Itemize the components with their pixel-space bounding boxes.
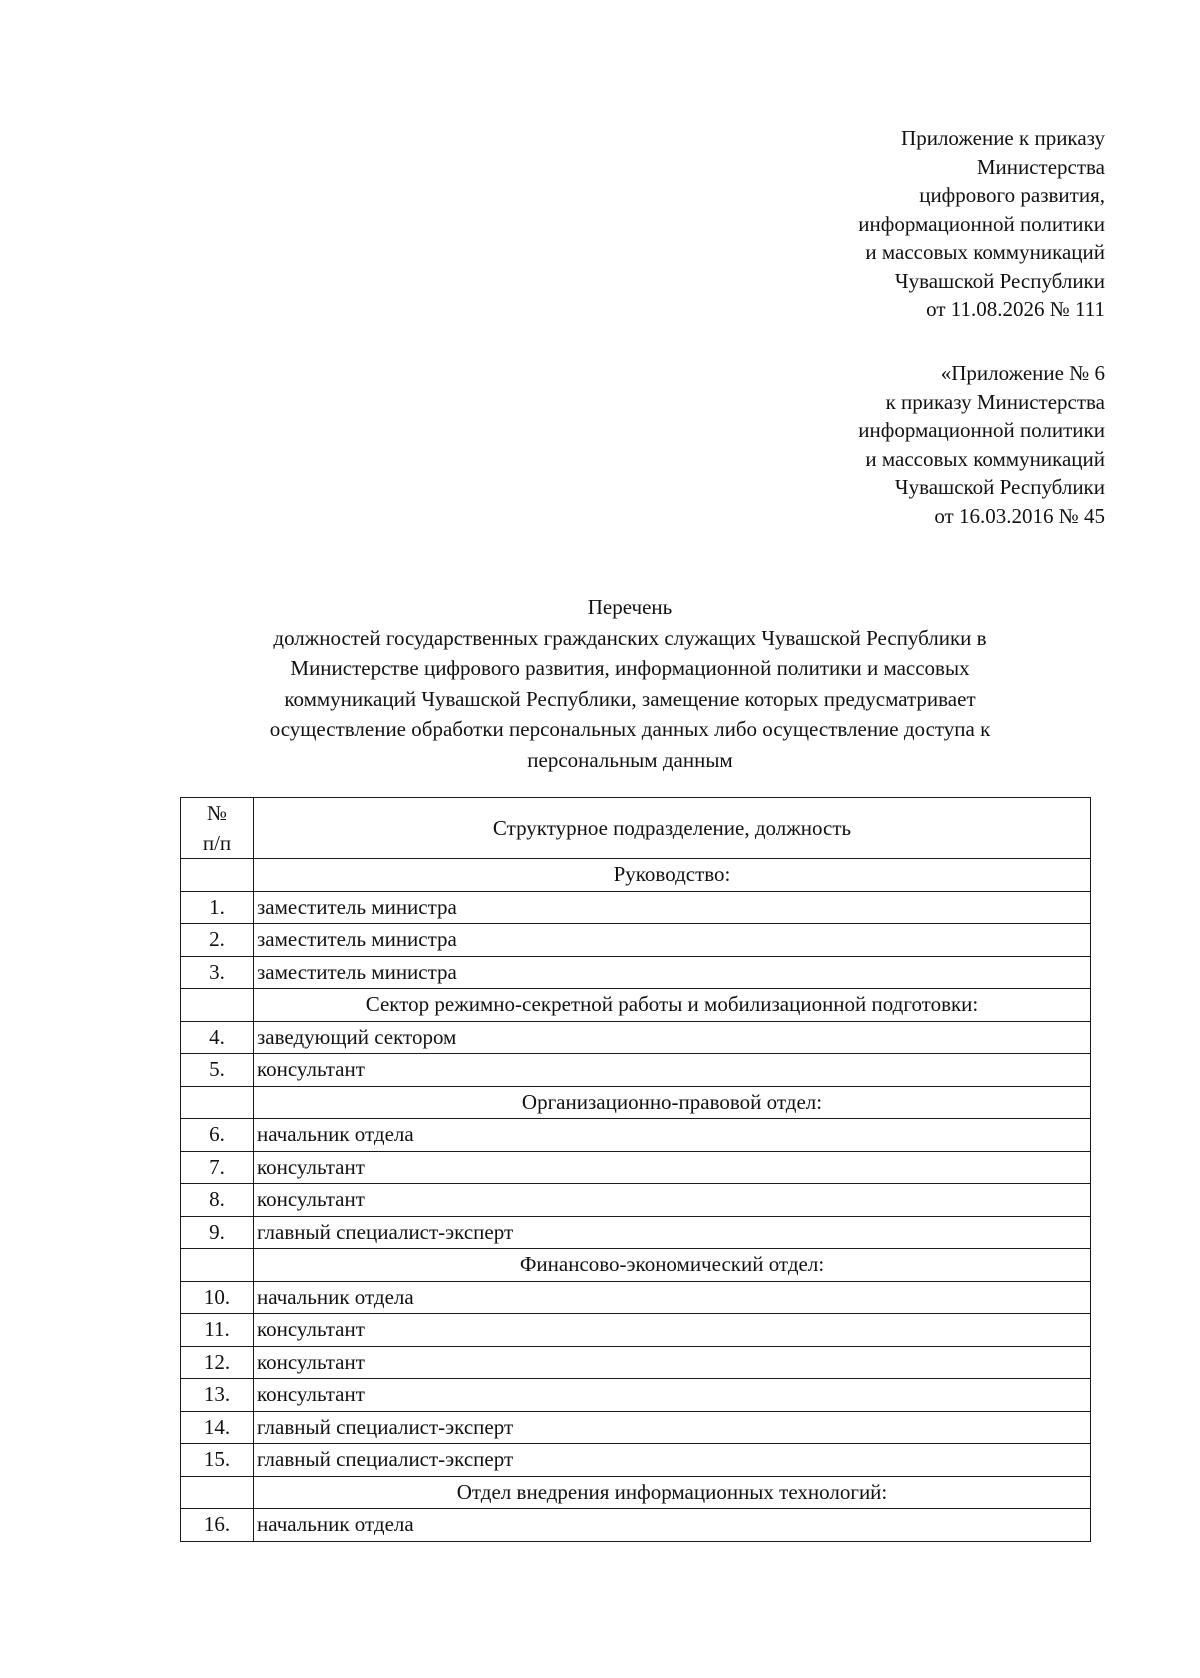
table-row <box>181 1444 1091 1477</box>
position-name: консультант <box>254 1184 1091 1217</box>
row-number <box>181 1249 254 1282</box>
position-column-header: Структурное подразделение, должность <box>254 798 1091 859</box>
table-row <box>181 924 1091 957</box>
row-number: 7. <box>181 1151 254 1184</box>
position-name: консультант <box>254 1346 1091 1379</box>
position-name: заведующий сектором <box>254 1021 1091 1054</box>
table-row <box>181 1509 1091 1542</box>
row-number: 15. <box>181 1444 254 1477</box>
section-row <box>181 1086 1091 1119</box>
position-name: начальник отдела <box>254 1281 1091 1314</box>
title-line: Министерстве цифрового развития, информационной политики и массовых <box>290 656 970 680</box>
number-header-line: п/п <box>202 831 232 855</box>
original-appendix-line: к приказу Министерства <box>885 389 1105 414</box>
row-number: 8. <box>181 1184 254 1217</box>
row-number: 2. <box>181 924 254 957</box>
row-number: 1. <box>181 891 254 924</box>
position-name: начальник отдела <box>254 1119 1091 1152</box>
original-appendix-line: «Приложение № 6 <box>940 361 1105 385</box>
row-number: 9. <box>181 1216 254 1249</box>
row-number <box>181 989 254 1022</box>
appendix-line: цифрового развития, <box>919 183 1105 207</box>
row-number: 12. <box>181 1346 254 1379</box>
section-row <box>181 989 1091 1022</box>
row-number: 16. <box>181 1509 254 1542</box>
table-row <box>181 1216 1091 1249</box>
title-line: осуществление обработки персональных данных либо осуществление доступа к <box>269 717 991 741</box>
row-number: 3. <box>181 956 254 989</box>
section-row <box>181 859 1091 892</box>
positions-table <box>180 797 1091 1542</box>
appendix-date-number: от 11.08.2026 № 111 <box>926 297 1105 321</box>
original-appendix-date-number: от 16.03.2016 № 45 <box>934 503 1105 528</box>
position-name: консультант <box>254 1379 1091 1412</box>
position-name: заместитель министра <box>254 956 1091 989</box>
position-name: главный специалист-эксперт <box>254 1444 1091 1477</box>
title-line: коммуникаций Чувашской Республики, замещение которых предусматривает <box>284 686 976 711</box>
number-column-header <box>181 798 254 859</box>
row-number: 4. <box>181 1021 254 1054</box>
number-header-line: № <box>206 801 228 825</box>
table-row <box>181 1379 1091 1412</box>
appendix-line: и массовых коммуникаций <box>865 240 1105 264</box>
table-body <box>181 859 1091 1542</box>
appendix-line: Министерства <box>976 154 1105 179</box>
position-name: консультант <box>254 1054 1091 1087</box>
row-number: 11. <box>181 1314 254 1347</box>
row-number: 14. <box>181 1411 254 1444</box>
row-number <box>181 859 254 892</box>
row-number <box>181 1086 254 1119</box>
table-row <box>181 1151 1091 1184</box>
document-title <box>170 592 1090 775</box>
table-row <box>181 1314 1091 1347</box>
section-title: Финансово-экономический отдел: <box>254 1249 1091 1282</box>
table-row <box>181 1054 1091 1087</box>
table-header-row <box>181 798 1091 859</box>
position-name: заместитель министра <box>254 924 1091 957</box>
title-heading: Перечень <box>587 595 673 619</box>
table-row <box>181 1184 1091 1217</box>
table-row <box>181 956 1091 989</box>
row-number: 10. <box>181 1281 254 1314</box>
position-name: заместитель министра <box>254 891 1091 924</box>
row-number: 6. <box>181 1119 254 1152</box>
table-row <box>181 1021 1091 1054</box>
appendix-reference <box>858 124 1105 324</box>
table-row <box>181 1411 1091 1444</box>
position-name: консультант <box>254 1151 1091 1184</box>
appendix-line: информационной политики <box>858 211 1105 236</box>
title-line: должностей государственных гражданских служащих Чувашской Республики в <box>273 625 987 650</box>
position-name: главный специалист-эксперт <box>254 1411 1091 1444</box>
original-appendix-reference <box>858 359 1105 530</box>
table-row <box>181 1119 1091 1152</box>
position-name: начальник отдела <box>254 1509 1091 1542</box>
table-row <box>181 1346 1091 1379</box>
appendix-line: Чувашской Республики <box>894 268 1105 293</box>
table-row <box>181 1281 1091 1314</box>
table-row <box>181 891 1091 924</box>
section-title: Организационно-правовой отдел: <box>254 1086 1091 1119</box>
section-title: Руководство: <box>254 859 1091 892</box>
position-name: главный специалист-эксперт <box>254 1216 1091 1249</box>
original-appendix-line: информационной политики <box>858 418 1105 442</box>
row-number <box>181 1476 254 1509</box>
appendix-line: Приложение к приказу <box>901 126 1105 150</box>
position-name: консультант <box>254 1314 1091 1347</box>
row-number: 13. <box>181 1379 254 1412</box>
original-appendix-line: Чувашской Республики <box>894 475 1105 499</box>
section-title: Сектор режимно-секретной работы и мобилизационной подготовки: <box>254 989 1091 1022</box>
row-number: 5. <box>181 1054 254 1087</box>
section-row <box>181 1249 1091 1282</box>
section-row <box>181 1476 1091 1509</box>
original-appendix-line: и массовых коммуникаций <box>865 446 1105 471</box>
section-title: Отдел внедрения информационных технологий: <box>254 1476 1091 1509</box>
title-line: персональным данным <box>527 747 733 772</box>
